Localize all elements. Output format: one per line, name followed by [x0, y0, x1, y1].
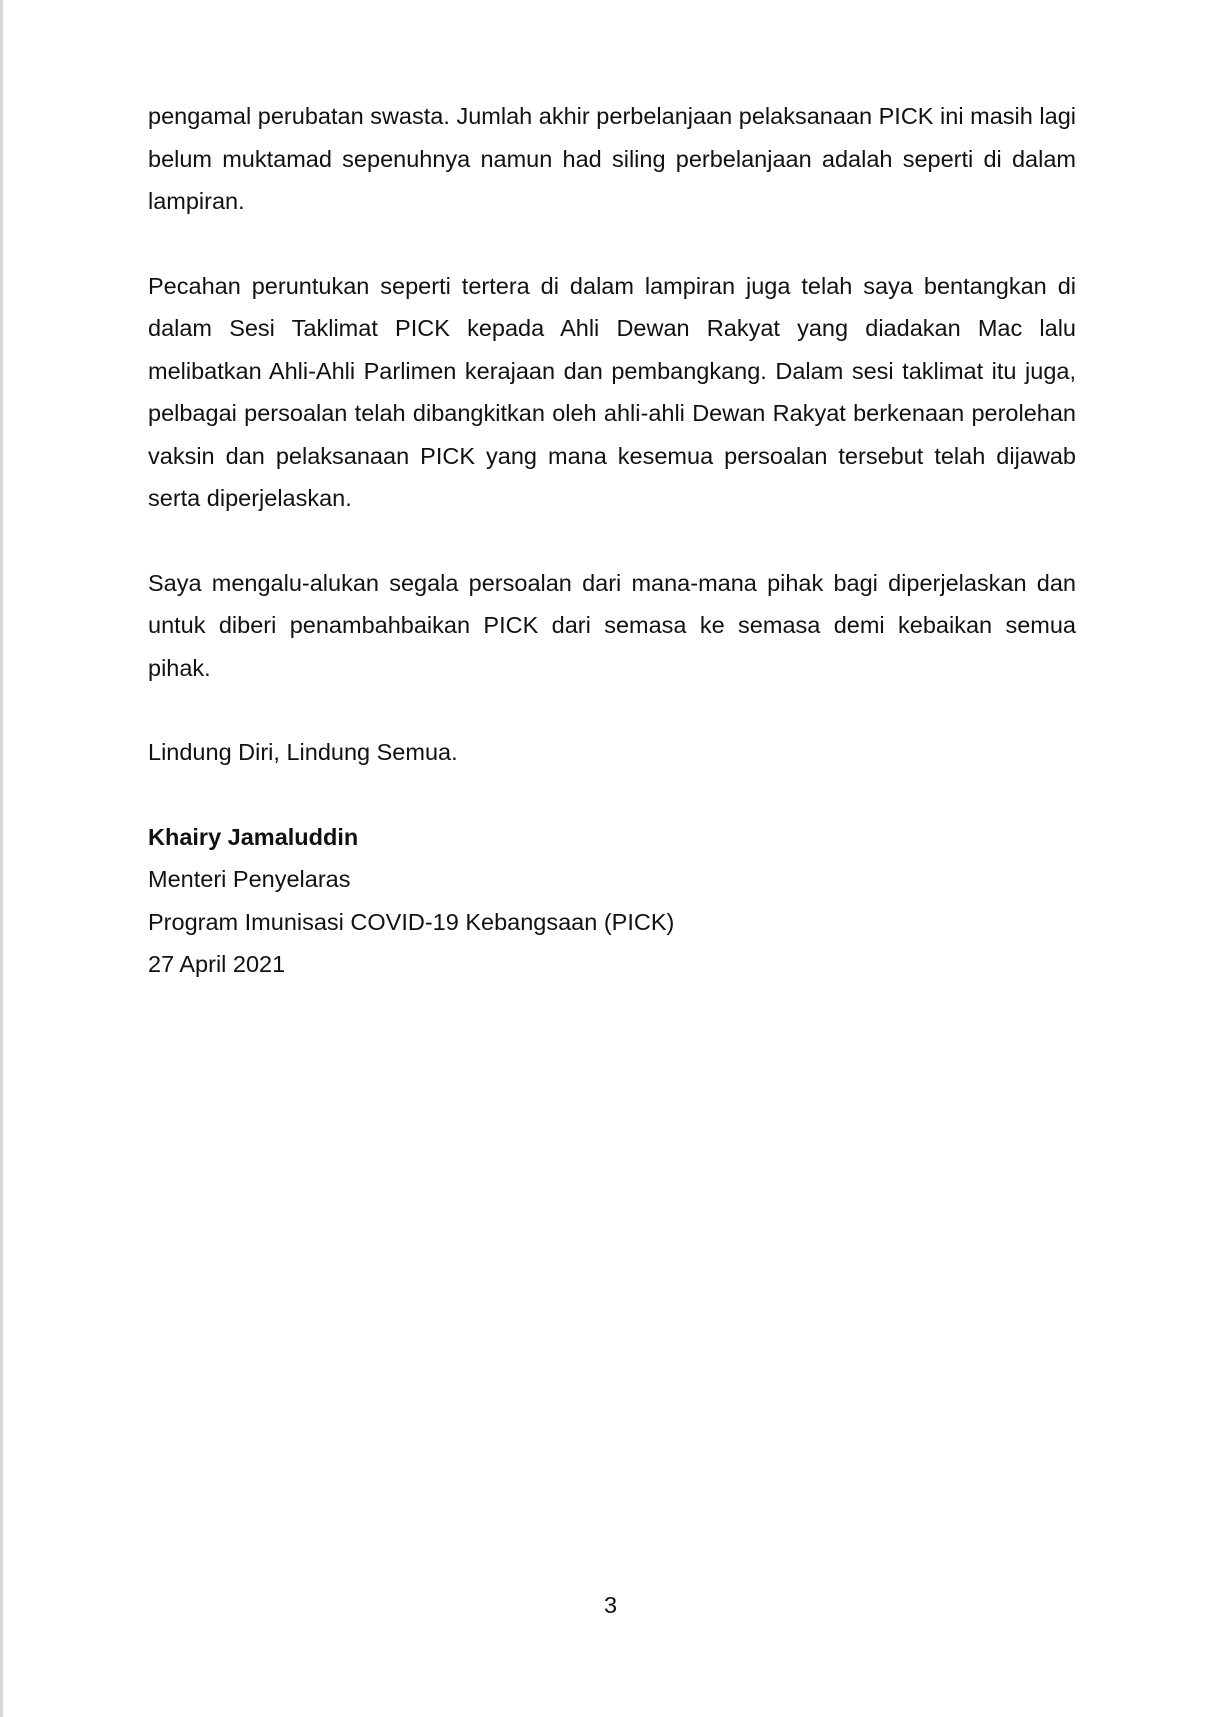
- closing-line: Lindung Diri, Lindung Semua.: [148, 739, 458, 765]
- signature-block: [148, 816, 1076, 986]
- signature-date: 27 April 2021: [148, 951, 286, 977]
- paragraph-2: Pecahan peruntukan seperti tertera di dalam lampiran juga telah saya bentangkan di dalam Sesi Taklimat PICK kepada Ahli Dewan Rakyat yang diadakan Mac lalu melibatkan Ahli-Ahli Parlimen kerajaan dan pembangkang. Dalam sesi taklimat itu juga, pelbagai persoalan telah dibangkitkan oleh ahli-ahli Dewan Rakyat berkenaan perolehan vaksin dan pelaksanaan PICK yang mana kesemua persoalan tersebut telah dijawab serta diperjelaskan.: [148, 272, 1076, 511]
- program-name: Program Imunisasi COVID-19 Kebangsaan (PICK): [148, 908, 675, 935]
- signatory-title: Menteri Penyelaras: [148, 866, 351, 892]
- paragraph-1: pengamal perubatan swasta. Jumlah akhir perbelanjaan pelaksanaan PICK ini masih lagi belum muktamad sepenuhnya namun had siling perbelanjaan adalah seperti di dalam lampiran.: [148, 103, 1076, 214]
- signatory-name: Khairy Jamaluddin: [148, 823, 359, 850]
- page-number: 3: [603, 1592, 618, 1618]
- paragraph-3: Saya mengalu-alukan segala persoalan dari mana-mana pihak bagi diperjelaskan dan untuk diberi penambahbaikan PICK dari semasa ke semasa demi kebaikan semua pihak.: [148, 569, 1076, 681]
- page-edge: [0, 0, 3, 1717]
- document-body: [148, 95, 1076, 986]
